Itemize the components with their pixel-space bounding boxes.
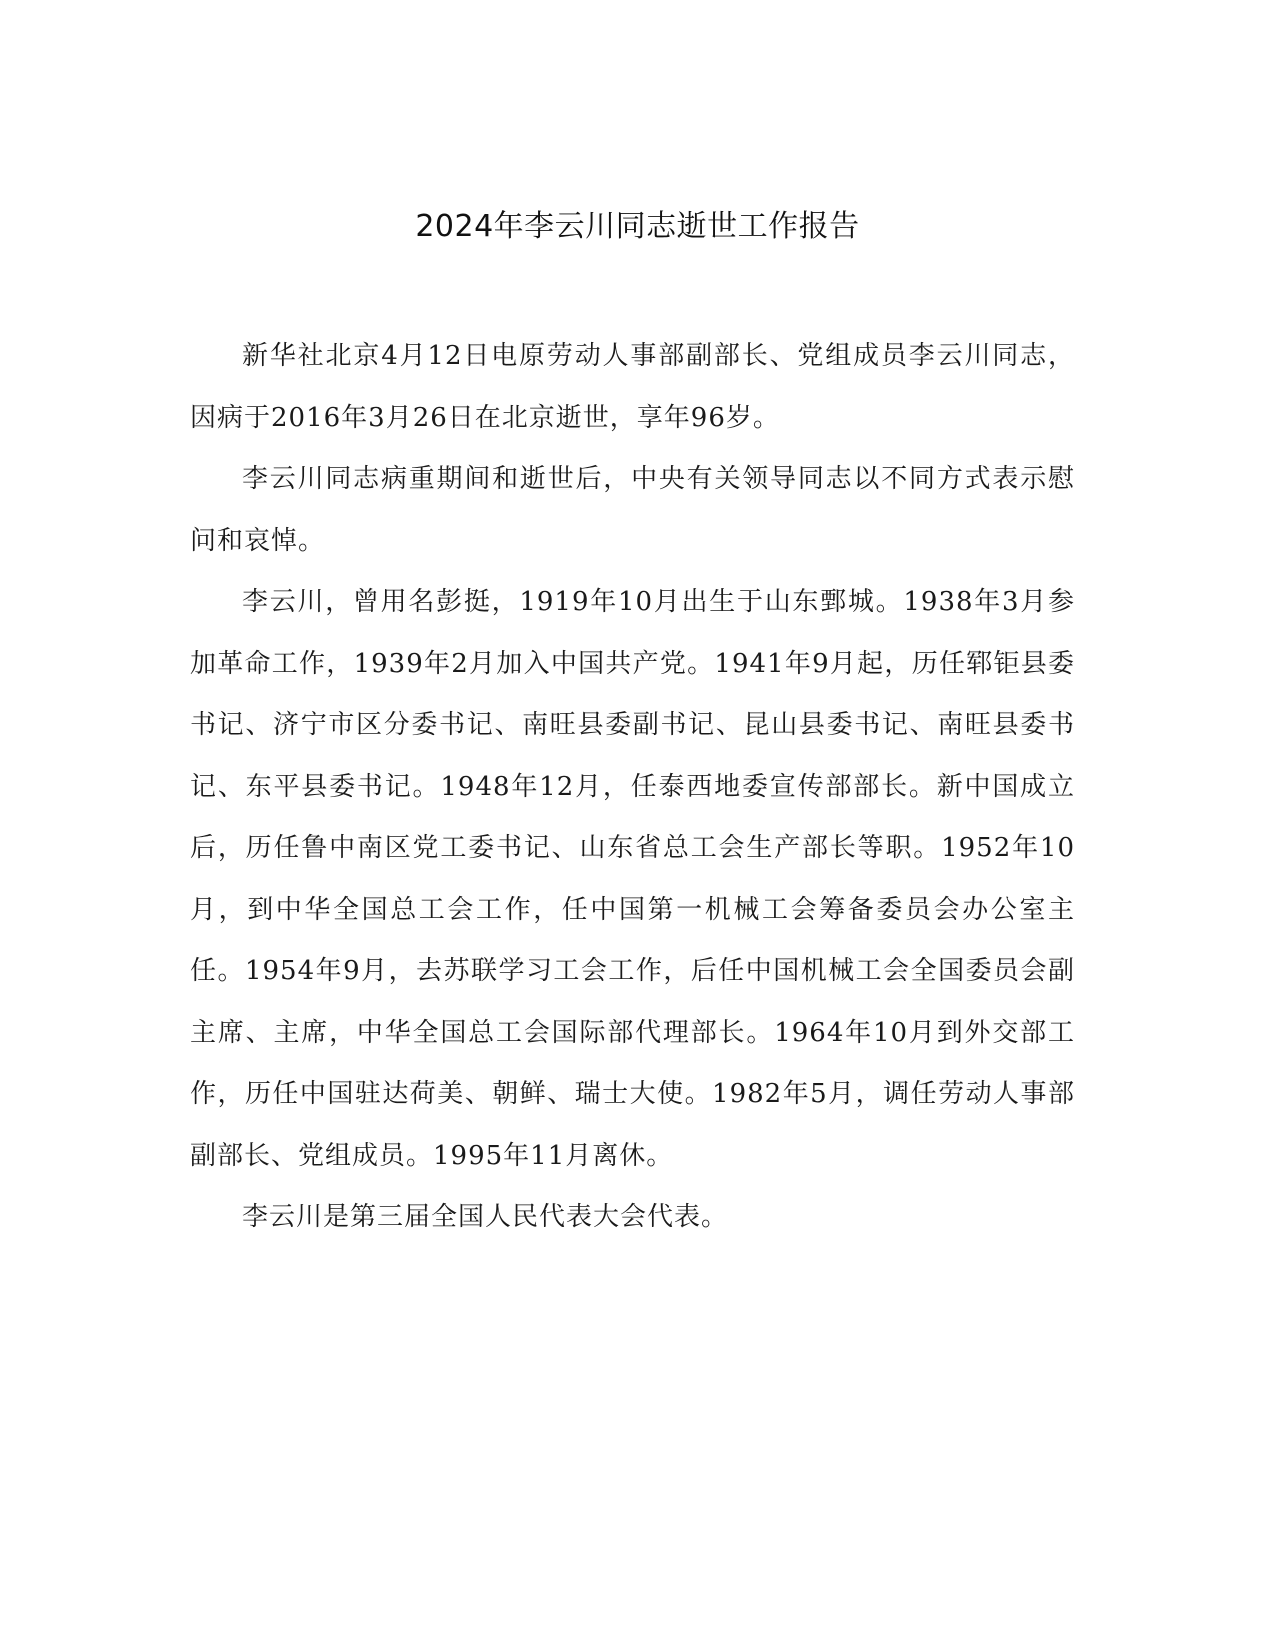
document-body <box>190 326 1075 1249</box>
paragraph-2: 李云川同志病重期间和逝世后，中央有关领导同志以不同方式表示慰问和哀悼。 <box>190 464 1075 556</box>
paragraph-1: 新华社北京4月12日电原劳动人事部副部长、党组成员李云川同志，因病于2016年3月26日在北京逝世，享年96岁。 <box>190 341 1075 433</box>
paragraph-3: 李云川，曾用名彭挺，1919年10月出生于山东鄄城。1938年3月参加革命工作，1939年2月加入中国共产党。1941年9月起，历任郓钜县委书记、济宁市区分委书记、南旺县委副书记、昆山县委书记、南旺县委书记、东平县委书记。1948年12月，任泰西地委宣传部部长。新中国成立后，历任鲁中南区党工委书记、山东省总工会生产部长等职。1952年10月，到中华全国总工会工作，任中国第一机械工会筹备委员会办公室主任。1954年9月，去苏联学习工会工作，后任中国机械工会全国委员会副主席、主席，中华全国总工会国际部代理部长。1964年10月到外交部工作，历任中国驻达荷美、朝鲜、瑞士大使。1982年5月，调任劳动人事部副部长、党组成员。1995年11月离休。 <box>190 587 1075 1171</box>
document-title: 2024年李云川同志逝世工作报告 <box>415 209 860 244</box>
paragraph-4: 李云川是第三届全国人民代表大会代表。 <box>242 1202 729 1232</box>
